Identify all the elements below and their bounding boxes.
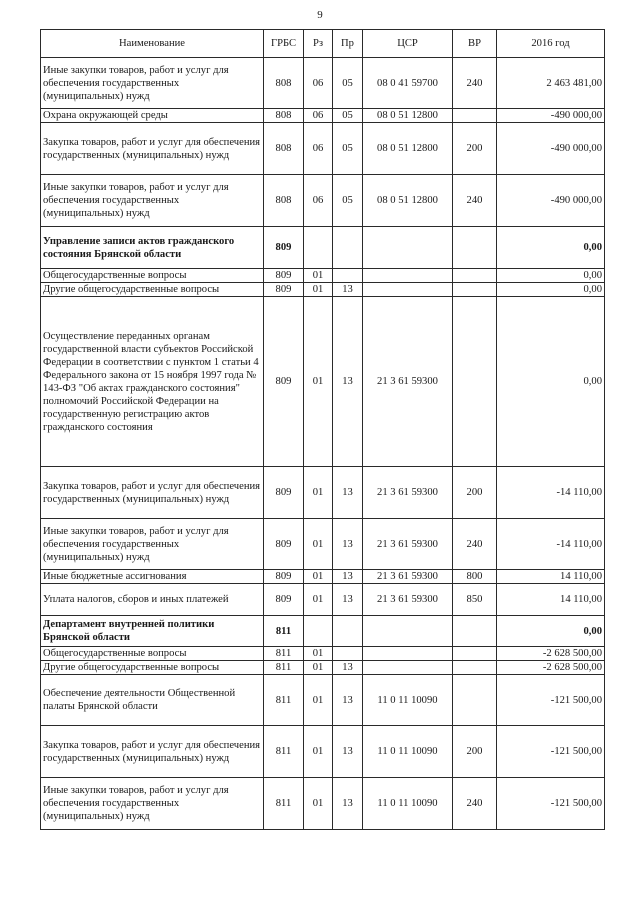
row-rz-cell: 06: [304, 58, 333, 109]
table-row: [41, 175, 605, 227]
row-grbs-cell: 811: [264, 778, 304, 830]
row-vr-cell: [453, 227, 497, 269]
row-amount-cell: 2 463 481,00: [497, 58, 605, 109]
row-rz-cell: 01: [304, 778, 333, 830]
row-name-cell: Иные закупки товаров, работ и услуг для обеспечения государственных (муниципальных) нужд: [41, 778, 264, 830]
row-name-cell: Общегосударственные вопросы: [41, 647, 264, 661]
row-csr-cell: 08 0 41 59700: [363, 58, 453, 109]
row-grbs-cell: 811: [264, 726, 304, 778]
column-header-csr: ЦСР: [363, 30, 453, 58]
row-pr-cell: 13: [333, 283, 363, 297]
row-vr-cell: 200: [453, 123, 497, 175]
row-vr-cell: 240: [453, 58, 497, 109]
row-vr-cell: [453, 283, 497, 297]
row-rz-cell: 01: [304, 584, 333, 616]
row-pr-cell: 13: [333, 778, 363, 830]
row-amount-cell: 14 110,00: [497, 570, 605, 584]
row-grbs-cell: 809: [264, 519, 304, 570]
row-amount-cell: -121 500,00: [497, 778, 605, 830]
row-rz-cell: 01: [304, 269, 333, 283]
row-vr-cell: [453, 269, 497, 283]
row-vr-cell: 200: [453, 726, 497, 778]
row-vr-cell: 240: [453, 175, 497, 227]
row-amount-cell: 0,00: [497, 616, 605, 647]
row-pr-cell: 05: [333, 58, 363, 109]
row-pr-cell: [333, 227, 363, 269]
row-pr-cell: [333, 269, 363, 283]
row-csr-cell: 21 3 61 59300: [363, 297, 453, 467]
table-row: [41, 675, 605, 726]
row-amount-cell: 0,00: [497, 283, 605, 297]
row-csr-cell: 21 3 61 59300: [363, 519, 453, 570]
row-grbs-cell: 809: [264, 584, 304, 616]
row-name-cell: Закупка товаров, работ и услуг для обеспечения государственных (муниципальных) нужд: [41, 726, 264, 778]
column-header-2016: 2016 год: [497, 30, 605, 58]
row-vr-cell: 850: [453, 584, 497, 616]
row-pr-cell: [333, 616, 363, 647]
row-amount-cell: -14 110,00: [497, 467, 605, 519]
row-pr-cell: [333, 647, 363, 661]
row-amount-cell: 0,00: [497, 227, 605, 269]
row-vr-cell: [453, 616, 497, 647]
row-name-cell: Иные закупки товаров, работ и услуг для обеспечения государственных (муниципальных) нужд: [41, 175, 264, 227]
column-header-grbs: ГРБС: [264, 30, 304, 58]
row-amount-cell: -490 000,00: [497, 123, 605, 175]
row-vr-cell: 240: [453, 519, 497, 570]
row-vr-cell: [453, 675, 497, 726]
row-amount-cell: -2 628 500,00: [497, 661, 605, 675]
table-row: [41, 297, 605, 467]
column-header-vr: ВР: [453, 30, 497, 58]
row-name-cell: Обеспечение деятельности Общественной палаты Брянской области: [41, 675, 264, 726]
row-rz-cell: 01: [304, 647, 333, 661]
row-csr-cell: 08 0 51 12800: [363, 123, 453, 175]
row-name-cell: Другие общегосударственные вопросы: [41, 661, 264, 675]
row-pr-cell: 13: [333, 584, 363, 616]
row-csr-cell: [363, 616, 453, 647]
row-grbs-cell: 808: [264, 175, 304, 227]
row-grbs-cell: 808: [264, 109, 304, 123]
row-amount-cell: -14 110,00: [497, 519, 605, 570]
row-pr-cell: 13: [333, 661, 363, 675]
table-row: [41, 123, 605, 175]
row-grbs-cell: 809: [264, 467, 304, 519]
row-pr-cell: 13: [333, 297, 363, 467]
row-csr-cell: [363, 283, 453, 297]
row-pr-cell: 13: [333, 726, 363, 778]
row-csr-cell: 11 0 11 10090: [363, 675, 453, 726]
column-header-name: Наименование: [41, 30, 264, 58]
row-name-cell: Закупка товаров, работ и услуг для обеспечения государственных (муниципальных) нужд: [41, 123, 264, 175]
row-rz-cell: 01: [304, 519, 333, 570]
row-csr-cell: [363, 227, 453, 269]
row-csr-cell: 21 3 61 59300: [363, 570, 453, 584]
row-csr-cell: [363, 661, 453, 675]
row-name-cell: Иные закупки товаров, работ и услуг для обеспечения государственных (муниципальных) нужд: [41, 58, 264, 109]
table-row: [41, 726, 605, 778]
row-name-cell: Общегосударственные вопросы: [41, 269, 264, 283]
row-rz-cell: 01: [304, 675, 333, 726]
row-rz-cell: [304, 616, 333, 647]
row-rz-cell: 06: [304, 175, 333, 227]
row-csr-cell: 21 3 61 59300: [363, 467, 453, 519]
table-row: [41, 661, 605, 675]
row-grbs-cell: 809: [264, 283, 304, 297]
row-grbs-cell: 811: [264, 647, 304, 661]
row-grbs-cell: 809: [264, 297, 304, 467]
table-row: [41, 616, 605, 647]
budget-table: [40, 29, 605, 830]
table-row: [41, 584, 605, 616]
row-grbs-cell: 809: [264, 570, 304, 584]
row-rz-cell: 01: [304, 726, 333, 778]
row-vr-cell: [453, 109, 497, 123]
column-header-rz: Рз: [304, 30, 333, 58]
row-csr-cell: 08 0 51 12800: [363, 175, 453, 227]
row-pr-cell: 13: [333, 519, 363, 570]
row-name-cell: Департамент внутренней политики Брянской области: [41, 616, 264, 647]
row-csr-cell: 11 0 11 10090: [363, 778, 453, 830]
row-vr-cell: 200: [453, 467, 497, 519]
row-rz-cell: 01: [304, 467, 333, 519]
row-rz-cell: 01: [304, 570, 333, 584]
row-pr-cell: 13: [333, 570, 363, 584]
row-csr-cell: 08 0 51 12800: [363, 109, 453, 123]
column-header-pr: Пр: [333, 30, 363, 58]
row-pr-cell: 13: [333, 467, 363, 519]
row-grbs-cell: 811: [264, 616, 304, 647]
table-row: [41, 227, 605, 269]
row-vr-cell: 240: [453, 778, 497, 830]
row-pr-cell: 13: [333, 675, 363, 726]
row-pr-cell: 05: [333, 109, 363, 123]
row-grbs-cell: 811: [264, 675, 304, 726]
row-vr-cell: [453, 661, 497, 675]
table-header-row: [41, 30, 605, 58]
page-number: 9: [317, 9, 323, 21]
row-rz-cell: 01: [304, 661, 333, 675]
row-rz-cell: [304, 227, 333, 269]
row-name-cell: Иные бюджетные ассигнования: [41, 570, 264, 584]
row-name-cell: Другие общегосударственные вопросы: [41, 283, 264, 297]
row-csr-cell: [363, 647, 453, 661]
row-rz-cell: 06: [304, 109, 333, 123]
table-row: [41, 519, 605, 570]
table-row: [41, 647, 605, 661]
row-vr-cell: [453, 647, 497, 661]
row-amount-cell: 0,00: [497, 297, 605, 467]
row-amount-cell: 0,00: [497, 269, 605, 283]
table-row: [41, 109, 605, 123]
row-name-cell: Уплата налогов, сборов и иных платежей: [41, 584, 264, 616]
row-grbs-cell: 808: [264, 58, 304, 109]
row-amount-cell: -121 500,00: [497, 726, 605, 778]
row-name-cell: Осуществление переданных органам государственной власти субъектов Российской Федерации в соответствии с пунктом 1 статьи 4 Федерального закона от 15 ноября 1997 года № 143-ФЗ "Об актах гражданского состояния" полномочий Российской Федерации на государственную регистрацию актов гражданского состояния: [41, 297, 264, 467]
row-rz-cell: 01: [304, 283, 333, 297]
row-vr-cell: [453, 297, 497, 467]
table-row: [41, 570, 605, 584]
table-row: [41, 269, 605, 283]
row-name-cell: Закупка товаров, работ и услуг для обеспечения государственных (муниципальных) нужд: [41, 467, 264, 519]
row-grbs-cell: 809: [264, 227, 304, 269]
table-row: [41, 778, 605, 830]
row-pr-cell: 05: [333, 175, 363, 227]
row-grbs-cell: 811: [264, 661, 304, 675]
row-name-cell: Иные закупки товаров, работ и услуг для обеспечения государственных (муниципальных) нужд: [41, 519, 264, 570]
row-amount-cell: -490 000,00: [497, 109, 605, 123]
row-vr-cell: 800: [453, 570, 497, 584]
row-amount-cell: 14 110,00: [497, 584, 605, 616]
row-grbs-cell: 809: [264, 269, 304, 283]
row-amount-cell: -490 000,00: [497, 175, 605, 227]
table-row: [41, 283, 605, 297]
table-row: [41, 467, 605, 519]
row-csr-cell: 21 3 61 59300: [363, 584, 453, 616]
row-grbs-cell: 808: [264, 123, 304, 175]
row-rz-cell: 06: [304, 123, 333, 175]
row-name-cell: Охрана окружающей среды: [41, 109, 264, 123]
row-amount-cell: -121 500,00: [497, 675, 605, 726]
table-row: [41, 58, 605, 109]
row-pr-cell: 05: [333, 123, 363, 175]
row-name-cell: Управление записи актов гражданского состояния Брянской области: [41, 227, 264, 269]
row-csr-cell: [363, 269, 453, 283]
row-rz-cell: 01: [304, 297, 333, 467]
row-amount-cell: -2 628 500,00: [497, 647, 605, 661]
row-csr-cell: 11 0 11 10090: [363, 726, 453, 778]
